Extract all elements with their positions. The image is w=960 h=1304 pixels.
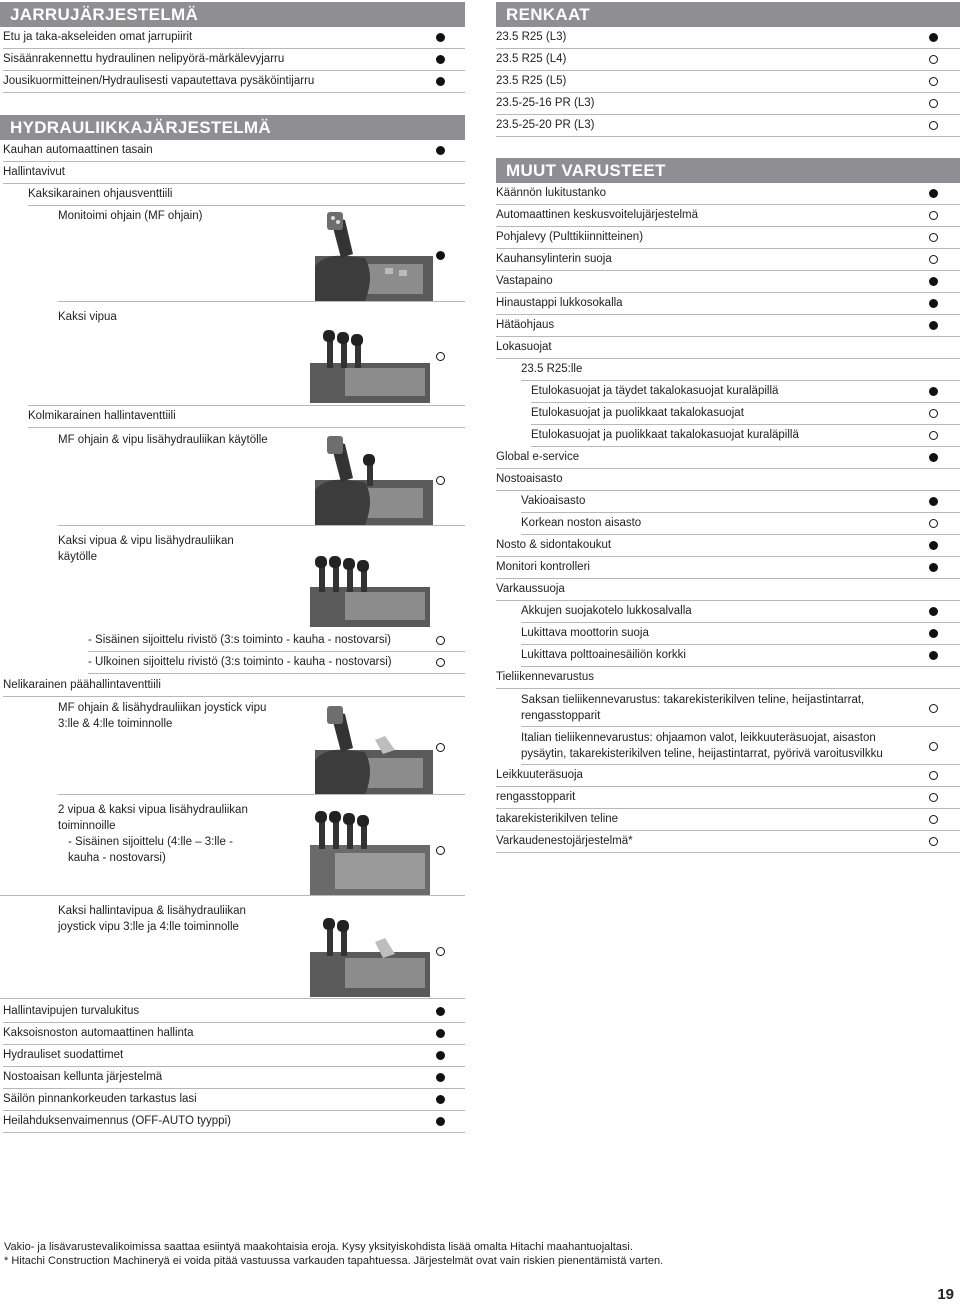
- row-label: Hallintavivut: [3, 166, 65, 178]
- table-row: [3, 1111, 465, 1133]
- standard-mark-icon: [929, 33, 938, 42]
- divider: [58, 301, 465, 302]
- option-mark-icon: [929, 519, 938, 528]
- table-row: [496, 227, 960, 249]
- standard-mark-icon: [436, 251, 445, 260]
- row-label: Pohjalevy (Pulttikiinnitteinen): [496, 231, 644, 243]
- row-label: Hätäohjaus: [496, 319, 555, 331]
- joystick-console-image: [305, 206, 435, 301]
- table-row: [3, 1001, 465, 1023]
- standard-mark-icon: [436, 55, 445, 64]
- option-mark-icon: [929, 771, 938, 780]
- label-two-plus-lever: Kaksi vipua & vipu lisähydrauliikan käytölle: [58, 535, 234, 563]
- option-mark-icon: [929, 793, 938, 802]
- table-row: [3, 1045, 465, 1067]
- option-mark-icon: [929, 837, 938, 846]
- section-title: RENKAAT: [506, 5, 590, 24]
- row-label: Etulokasuojat ja täydet takalokasuojat kuraläpillä: [531, 385, 779, 397]
- option-mark-icon: [929, 255, 938, 264]
- table-row: [3, 71, 465, 93]
- table-row: [531, 381, 960, 403]
- row-label: Lukittava polttoainesäiliön korkki: [521, 649, 686, 661]
- standard-mark-icon: [929, 387, 938, 396]
- row-label: Saksan tieliikennevarustus: takarekisterikilven teline, heijastintarrat, rengasstopparit: [521, 694, 865, 722]
- row-label: Kauhan automaattinen tasain: [3, 144, 153, 156]
- option-mark-icon: [929, 77, 938, 86]
- standard-mark-icon: [436, 33, 445, 42]
- table-row: [496, 271, 960, 293]
- four-lever-console-image: [305, 805, 435, 895]
- standard-mark-icon: [929, 651, 938, 660]
- table-row: [496, 49, 960, 71]
- standard-mark-icon: [436, 1073, 445, 1082]
- row-label: 23.5 R25 (L3): [496, 31, 567, 43]
- option-mark-icon: [436, 947, 445, 956]
- standard-mark-icon: [929, 189, 938, 198]
- row-inner-arrangement: [88, 630, 465, 652]
- row-label: 23.5 R25 (L5): [496, 75, 567, 87]
- row-label: 23.5 R25 (L4): [496, 53, 567, 65]
- row-label: Leikkuuteräsuoja: [496, 769, 583, 781]
- table-row: [496, 447, 960, 469]
- section-title: JARRUJÄRJESTELMÄ: [10, 5, 199, 24]
- table-row: [531, 425, 960, 447]
- section-title: MUUT VARUSTEET: [506, 161, 666, 180]
- row-label: 23.5-25-20 PR (L3): [496, 119, 595, 131]
- row-label: Korkean noston aisasto: [521, 517, 642, 529]
- row-label: Kaksoisnoston automaattinen hallinta: [3, 1027, 194, 1039]
- row-label: Nosto & sidontakoukut: [496, 539, 612, 551]
- standard-mark-icon: [929, 277, 938, 286]
- section-header-misc: [496, 158, 960, 183]
- row-label: Hinaustappi lukkosokalla: [496, 297, 623, 309]
- label-two-levers-joystick: Kaksi hallintavipua & lisähydrauliikan joystick vipu 3:lle ja 4:lle toiminnolle: [58, 905, 246, 933]
- option-mark-icon: [929, 742, 938, 751]
- standard-mark-icon: [436, 1029, 445, 1038]
- table-row: [496, 765, 960, 787]
- option-mark-icon: [436, 846, 445, 855]
- row-label: takarekisterikilven teline: [496, 813, 619, 825]
- row-label: Sisäänrakennettu hydraulinen nelipyörä-märkälevyjarru: [3, 53, 285, 65]
- row-control-levers: [3, 162, 465, 184]
- table-row: [496, 469, 960, 491]
- option-mark-icon: [929, 121, 938, 130]
- option-mark-icon: [929, 815, 938, 824]
- table-row: [496, 249, 960, 271]
- row-label: Etu ja taka-akseleiden omat jarrupiirit: [3, 31, 193, 43]
- table-row: [521, 359, 960, 381]
- table-row: [521, 513, 960, 535]
- label-mf-joystick: MF ohjain & lisähydrauliikan joystick vipu 3:lle & 4:lle toiminnolle: [58, 702, 267, 730]
- option-mark-icon: [929, 431, 938, 440]
- divider: [58, 525, 465, 526]
- table-row: [496, 535, 960, 557]
- option-mark-icon: [929, 409, 938, 418]
- option-mark-icon: [436, 476, 445, 485]
- table-row: [496, 183, 960, 205]
- table-row: [496, 831, 960, 853]
- option-mark-icon: [929, 704, 938, 713]
- table-row: [496, 293, 960, 315]
- row-label: Hydrauliset suodattimet: [3, 1049, 124, 1061]
- table-row: [496, 93, 960, 115]
- table-row: [496, 71, 960, 93]
- row-label: Varkaussuoja: [496, 583, 565, 595]
- footer-line-1: Vakio- ja lisävarustevalikoimissa saattaa esiintyä maakohtaisia eroja. Kysy yksityiskohdista lisää omalta Hitachi maahantuojaltasi.: [4, 1241, 633, 1253]
- row-label: Kolmikarainen hallintaventtiili: [28, 410, 176, 422]
- table-row: [521, 727, 960, 765]
- row-label: Etulokasuojat ja puolikkaat takalokasuojat: [531, 407, 744, 419]
- row-four-spool: [3, 675, 465, 697]
- row-label: Nostoaisan kellunta järjestelmä: [3, 1071, 163, 1083]
- joystick-lever-console-image: [305, 430, 435, 525]
- table-row: [496, 205, 960, 227]
- table-row: [496, 667, 960, 689]
- label-mf-plus-lever: MF ohjain & vipu lisähydrauliikan käytölle: [58, 434, 268, 446]
- row-label: Italian tieliikennevarustus: ohjaamon valot, leikkuuteräsuojat, aisaston pysäytin, takarekisterikilven teline, heijastintarrat, pyörivä varoitusvilkku: [521, 732, 883, 760]
- row-label: Nostoaisasto: [496, 473, 563, 485]
- section-title: HYDRAULIIKKAJÄRJESTELMÄ: [10, 118, 271, 137]
- option-mark-icon: [436, 636, 445, 645]
- standard-mark-icon: [929, 541, 938, 550]
- table-row: [521, 623, 960, 645]
- three-lever-console-image: [305, 552, 435, 627]
- table-row: [3, 1067, 465, 1089]
- table-row: [3, 1023, 465, 1045]
- standard-mark-icon: [436, 146, 445, 155]
- row-label: Lokasuojat: [496, 341, 552, 353]
- row-label: Etulokasuojat ja puolikkaat takalokasuojat kuraläpillä: [531, 429, 799, 441]
- standard-mark-icon: [436, 77, 445, 86]
- row-label: Monitori kontrolleri: [496, 561, 590, 573]
- standard-mark-icon: [436, 1117, 445, 1126]
- row-outer-arrangement: [88, 652, 465, 674]
- table-row: [496, 579, 960, 601]
- table-row: [496, 315, 960, 337]
- standard-mark-icon: [929, 497, 938, 506]
- table-row: [3, 27, 465, 49]
- two-lever-console-image: [305, 328, 435, 403]
- row-three-spool: [28, 406, 465, 428]
- label-two-levers: Kaksi vipua: [58, 311, 117, 323]
- row-label: Käännön lukitustanko: [496, 187, 606, 199]
- standard-mark-icon: [929, 629, 938, 638]
- section-header-tires: [496, 2, 960, 27]
- table-row: [496, 27, 960, 49]
- row-two-spool: [28, 184, 465, 206]
- option-mark-icon: [929, 211, 938, 220]
- label-mf-control: Monitoimi ohjain (MF ohjain): [58, 210, 203, 222]
- row-label: Vakioaisasto: [521, 495, 586, 507]
- option-mark-icon: [436, 658, 445, 667]
- table-row: [496, 557, 960, 579]
- option-mark-icon: [929, 99, 938, 108]
- table-row: [496, 787, 960, 809]
- label-two-and-two: 2 vipua & kaksi vipua lisähydrauliikan toiminnoille: [58, 804, 248, 832]
- table-row: [531, 403, 960, 425]
- table-row: [3, 1089, 465, 1111]
- row-label: Automaattinen keskusvoitelujärjestelmä: [496, 209, 698, 221]
- row-label: Nelikarainen päähallintaventtiili: [3, 679, 161, 691]
- row-label: Säilön pinnankorkeuden tarkastus lasi: [3, 1093, 197, 1105]
- standard-mark-icon: [929, 563, 938, 572]
- table-row: [3, 49, 465, 71]
- option-mark-icon: [436, 743, 445, 752]
- standard-mark-icon: [436, 1007, 445, 1016]
- row-label: Akkujen suojakotelo lukkosalvalla: [521, 605, 692, 617]
- standard-mark-icon: [436, 1095, 445, 1104]
- option-mark-icon: [436, 352, 445, 361]
- row-label: - Ulkoinen sijoittelu rivistö (3:s toiminto - kauha - nostovarsi): [88, 656, 392, 668]
- row-label: 23.5-25-16 PR (L3): [496, 97, 595, 109]
- table-row: [521, 645, 960, 667]
- footer-note: [4, 1240, 663, 1268]
- section-header-hydraulics: [0, 115, 465, 140]
- row-label: Heilahduksenvaimennus (OFF-AUTO tyyppi): [3, 1115, 231, 1127]
- mf-joystick-console-image: [305, 700, 435, 795]
- row-label: Varkaudenestojärjestelmä*: [496, 835, 633, 847]
- row-label: Vastapaino: [496, 275, 553, 287]
- page-number: 19: [937, 1286, 954, 1303]
- option-mark-icon: [929, 55, 938, 64]
- row-auto-leveler: [3, 140, 465, 162]
- row-label: Kauhansylinterin suoja: [496, 253, 612, 265]
- label-two-and-two-sub: - Sisäinen sijoittelu (4:lle – 3:lle - kauha - nostovarsi): [68, 836, 233, 864]
- section-header-brakes: [0, 2, 465, 27]
- row-label: Hallintavipujen turvalukitus: [3, 1005, 140, 1017]
- standard-mark-icon: [929, 453, 938, 462]
- row-label: Kaksikarainen ohjausventtiili: [28, 188, 173, 200]
- option-mark-icon: [929, 233, 938, 242]
- divider: [0, 998, 465, 999]
- table-row: [496, 809, 960, 831]
- standard-mark-icon: [929, 607, 938, 616]
- standard-mark-icon: [929, 321, 938, 330]
- standard-mark-icon: [929, 299, 938, 308]
- table-row: [496, 337, 960, 359]
- table-row: [521, 689, 960, 727]
- row-label: rengasstopparit: [496, 791, 576, 803]
- two-lever-joystick-console-image: [305, 912, 435, 997]
- table-row: [521, 491, 960, 513]
- divider: [58, 794, 465, 795]
- row-label: 23.5 R25:lle: [521, 363, 583, 375]
- divider: [0, 895, 465, 896]
- row-label: Global e-service: [496, 451, 580, 463]
- table-row: [496, 115, 960, 137]
- row-label: - Sisäinen sijoittelu rivistö (3:s toiminto - kauha - nostovarsi): [88, 634, 391, 646]
- standard-mark-icon: [436, 1051, 445, 1060]
- row-label: Jousikuormitteinen/Hydraulisesti vapautettava pysäköintijarru: [3, 75, 315, 87]
- row-label: Tieliikennevarustus: [496, 671, 595, 683]
- row-label: Lukittava moottorin suoja: [521, 627, 649, 639]
- footer-line-2: * Hitachi Construction Machineryä ei voida pitää vastuussa varkauden tapahtuessa. Järjestelmät ovat vain riskien pienentämistä varten.: [4, 1255, 664, 1267]
- table-row: [521, 601, 960, 623]
